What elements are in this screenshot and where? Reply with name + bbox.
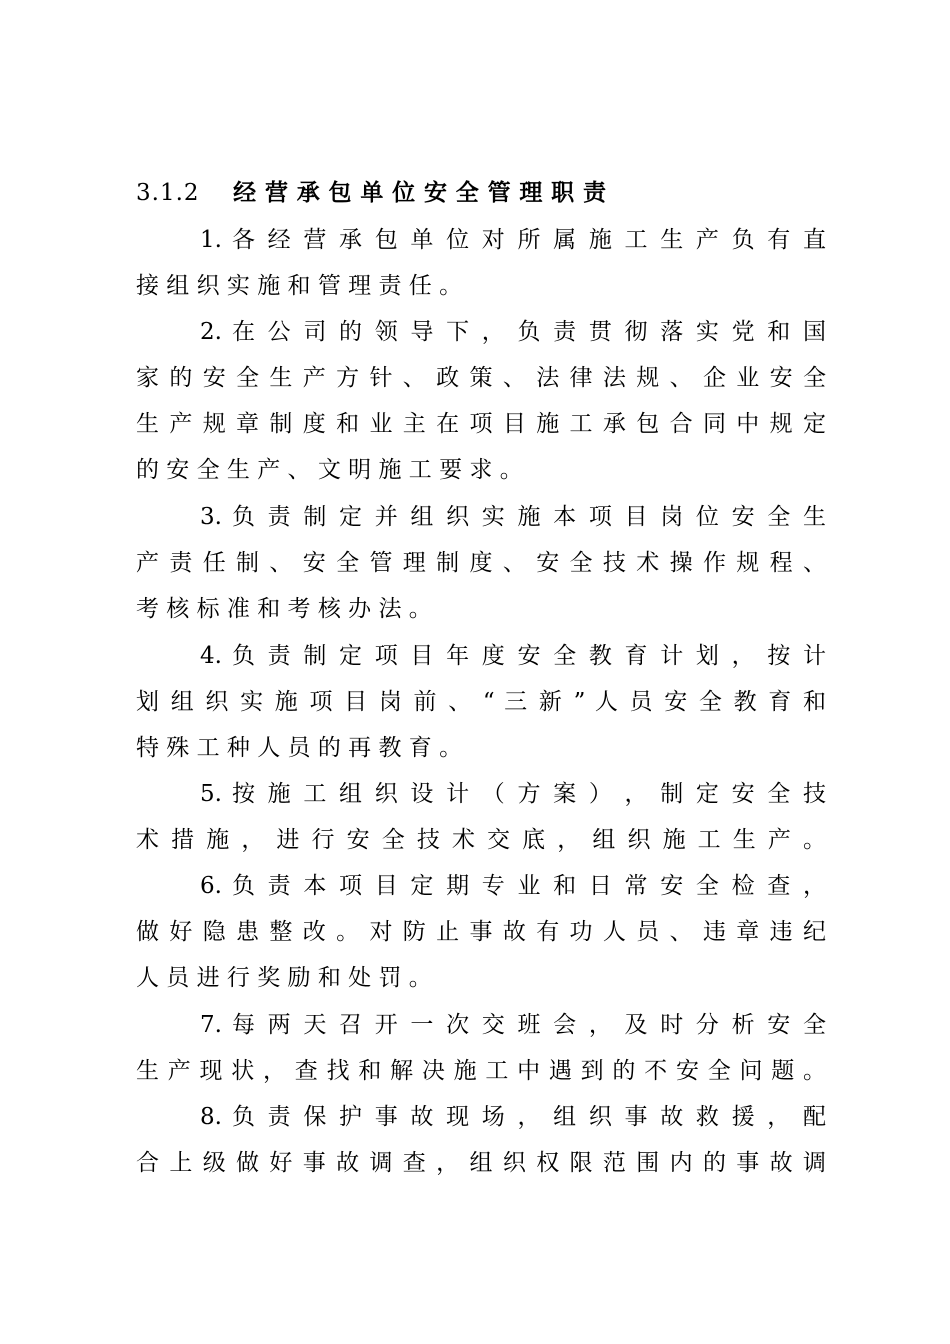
paragraph-line: 人 员 进 行 奖 励 和 处 罚 。 xyxy=(136,965,432,991)
paragraph-line: 划 组 织 实 施 项 目 岗 前 、 “ 三 新 ” 人 员 安 全 教 育 和 xyxy=(136,689,826,715)
paragraph-line: 做 好 隐 患 整 改 。 对 防 止 事 故 有 功 人 员 、 违 章 违 纪 xyxy=(136,919,826,945)
paragraph-line: 接 组 织 实 施 和 管 理 责 任 。 xyxy=(136,273,463,299)
paragraph-line: 的 安 全 生 产 、 文 明 施 工 要 求 。 xyxy=(136,457,523,483)
paragraph-line: 产 责 任 制 、 安 全 管 理 制 度 、 安 全 技 术 操 作 规 程 、 xyxy=(136,550,826,576)
paragraph-line: 合 上 级 做 好 事 故 调 查 ， 组 织 权 限 范 围 内 的 事 故 调 xyxy=(136,1150,826,1176)
paragraph-line: 1. 各 经 营 承 包 单 位 对 所 属 施 工 生 产 负 有 直 xyxy=(200,227,826,253)
paragraph-line: 2. 在 公 司 的 领 导 下 ， 负 责 贯 彻 落 实 党 和 国 xyxy=(200,319,826,345)
paragraph-line: 5. 按 施 工 组 织 设 计 （ 方 案 ） ， 制 定 安 全 技 xyxy=(200,781,826,807)
paragraph-line: 3. 负 责 制 定 并 组 织 实 施 本 项 目 岗 位 安 全 生 xyxy=(200,504,826,530)
paragraph-line: 特 殊 工 种 人 员 的 再 教 育 。 xyxy=(136,735,463,761)
paragraph-line: 术 措 施 ， 进 行 安 全 技 术 交 底 ， 组 织 施 工 生 产 。 xyxy=(136,827,826,853)
paragraph-line: 生 产 规 章 制 度 和 业 主 在 项 目 施 工 承 包 合 同 中 规 定 xyxy=(136,411,826,437)
paragraph-line: 考 核 标 准 和 考 核 办 法 。 xyxy=(136,596,432,622)
paragraph-line: 7. 每 两 天 召 开 一 次 交 班 会 ， 及 时 分 析 安 全 xyxy=(200,1012,826,1038)
paragraph-line: 4. 负 责 制 定 项 目 年 度 安 全 教 育 计 划 ， 按 计 xyxy=(200,643,826,669)
section-number: 3.1.2 xyxy=(136,180,200,206)
section-title: 经 营 承 包 单 位 安 全 管 理 职 责 xyxy=(233,179,606,206)
paragraph-line: 家 的 安 全 生 产 方 针 、 政 策 、 法 律 法 规 、 企 业 安 全 xyxy=(136,365,826,391)
section-heading xyxy=(136,173,606,213)
paragraph-line: 生 产 现 状 ， 查 找 和 解 决 施 工 中 遇 到 的 不 安 全 问 题 。 xyxy=(136,1058,826,1084)
paragraph-line: 8. 负 责 保 护 事 故 现 场 ， 组 织 事 故 救 援 ， 配 xyxy=(200,1104,826,1130)
paragraph-line: 6. 负 责 本 项 目 定 期 专 业 和 日 常 安 全 检 查 ， xyxy=(200,873,826,899)
